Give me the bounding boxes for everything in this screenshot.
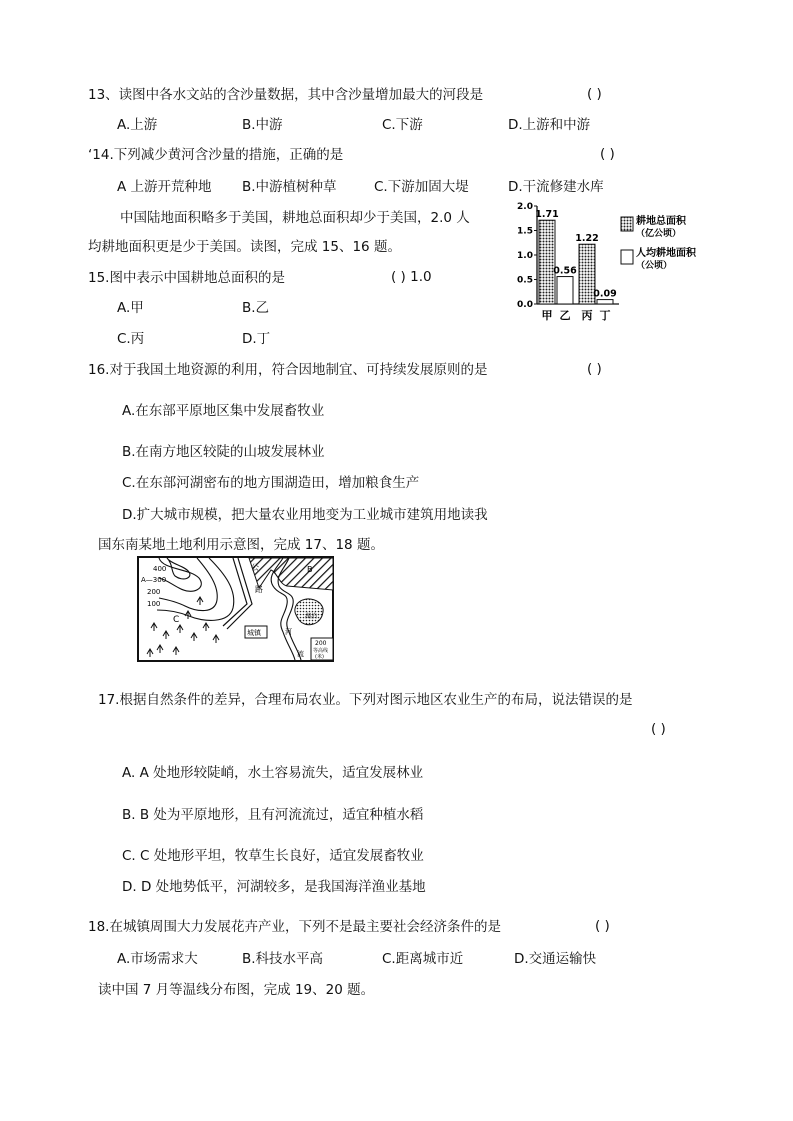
q14-answer-blank[interactable]: ( ) [600,146,615,162]
map-legend-value: 200 [315,640,327,647]
q18-option-b: B.科技水平高 [242,951,324,967]
x-category-label: 丁 [599,309,611,322]
q15-option-b: B.乙 [242,300,270,316]
intro15-line2: 均耕地面积更是少于美国。读图，完成 15、16 题。 [88,239,401,255]
q16-tail-intro: 国东南某地土地利用示意图，完成 17、18 题。 [98,537,384,553]
map-label-river-2: 流 [297,650,304,658]
q14-option-b: B.中游植树种草 [242,179,337,195]
legend-percapita-unit: （公顷） [636,261,673,271]
land-use-map [137,556,334,662]
contour-label-100: 100 [147,600,161,608]
legend-total-unit: （亿公顷） [636,229,682,239]
contour-label-200: 200 [147,588,161,596]
legend-swatch-percapita [621,250,633,264]
q15-option-d: D.丁 [242,331,271,347]
q17-answer-blank[interactable]: ( ) [651,721,666,737]
q18-answer-blank[interactable]: ( ) [595,918,610,934]
map-legend-name: 等高线 [313,648,329,654]
q15-option-c: C.丙 [117,331,145,347]
q16-option-c: C.在东部河湖密布的地方围湖造田，增加粮食生产 [122,475,420,491]
q13-option-b: B.中游 [242,117,283,133]
x-category-label: 乙 [559,309,571,322]
q17-option-a: A. A 处地形较陡峭，水土容易流失，适宜发展林业 [122,765,424,781]
q17-option-d: D. D 处地势低平，河湖较多，是我国海洋渔业基地 [122,879,426,895]
bar-丁 [597,300,613,304]
map-label-c: C [173,615,180,625]
bar-value-label: 1.71 [535,209,559,221]
q15-stem: 15.图中表示中国耕地总面积的是 [88,270,285,286]
x-category-label: 甲 [541,309,553,322]
q14-option-a: A 上游开荒种地 [117,179,212,195]
map-legend-unit: (米) [315,654,324,660]
contour-label-300: A—300 [141,576,167,584]
contour-label-400: 400 [153,565,167,573]
intro15-line1: 中国陆地面积略多于美国，耕地总面积却少于美国，2.0 人 [120,210,470,226]
map-label-road-1: 公 [251,563,259,572]
map-label-town: 城镇 [247,629,261,637]
q15-answer-blank[interactable]: ( ) 1.0 [391,269,432,285]
bar-value-label: 0.56 [553,265,577,277]
q16-option-d: D.扩大城市规模，把大量农业用地变为工业城市建筑用地读我 [122,507,488,523]
q17-option-b: B. B 处为平原地形，且有河流流过，适宜种植水稻 [122,807,424,823]
q16-stem: 16.对于我国土地资源的利用，符合因地制宜、可持续发展原则的是 [88,362,488,378]
q13-option-a: A.上游 [117,117,158,133]
q16-answer-blank[interactable]: ( ) [587,361,602,377]
q13-stem: 13、读图中各水文站的含沙量数据，其中含沙量增加最大的河段是 [88,87,484,103]
q13-option-c: C.下游 [382,117,423,133]
y-tick-label: 2.0 [517,202,533,212]
q14-option-d: D.干流修建水库 [508,179,604,195]
y-tick-label: 1.5 [517,226,533,237]
bar-value-label: 0.09 [593,288,617,300]
q18-option-c: C.距离城市近 [382,951,464,967]
q14-stem: ‘14.下列减少黄河含沙量的措施，正确的是 [88,147,344,163]
q13-option-d: D.上游和中游 [508,117,591,133]
farmland-bar-chart [515,198,715,326]
intro19-20: 读中国 7 月等温线分布图，完成 19、20 题。 [98,982,375,998]
q15-option-a: A.甲 [117,300,144,316]
map-label-road-2: 路 [255,585,263,594]
map-label-lake: 湖泊 [305,613,318,620]
q18-option-a: A.市场需求大 [117,951,198,967]
q17-option-c: C. C 处地形平坦，牧草生长良好，适宜发展畜牧业 [122,848,424,864]
x-category-label: 丙 [581,309,593,322]
legend-swatch-total [621,217,633,231]
q18-stem: 18.在城镇周围大力发展花卉产业，下列不是最主要社会经济条件的是 [88,919,501,935]
q16-option-a: A.在东部平原地区集中发展畜牧业 [122,403,325,419]
map-label-river-1: 河 [285,628,292,636]
bar-甲 [539,220,555,304]
legend-percapita-name: 人均耕地面积 [636,248,696,259]
q17-stem: 17.根据自然条件的差异，合理布局农业。下列对图示地区农业生产的布局，说法错误的是 [98,692,633,708]
bar-value-label: 1.22 [575,233,599,245]
q16-option-b: B.在南方地区较陡的山坡发展林业 [122,444,325,460]
y-tick-label: 0.0 [517,300,533,310]
q14-option-c: C.下游加固大堤 [374,179,469,195]
y-tick-label: 0.5 [517,275,533,286]
legend-total-name: 耕地总面积 [636,216,686,227]
lake [295,599,323,625]
q18-option-d: D.交通运输快 [514,951,597,967]
bar-乙 [557,277,573,304]
map-label-b: B [307,565,313,574]
y-tick-label: 1.0 [517,251,533,261]
q13-answer-blank[interactable]: ( ) [587,86,602,102]
